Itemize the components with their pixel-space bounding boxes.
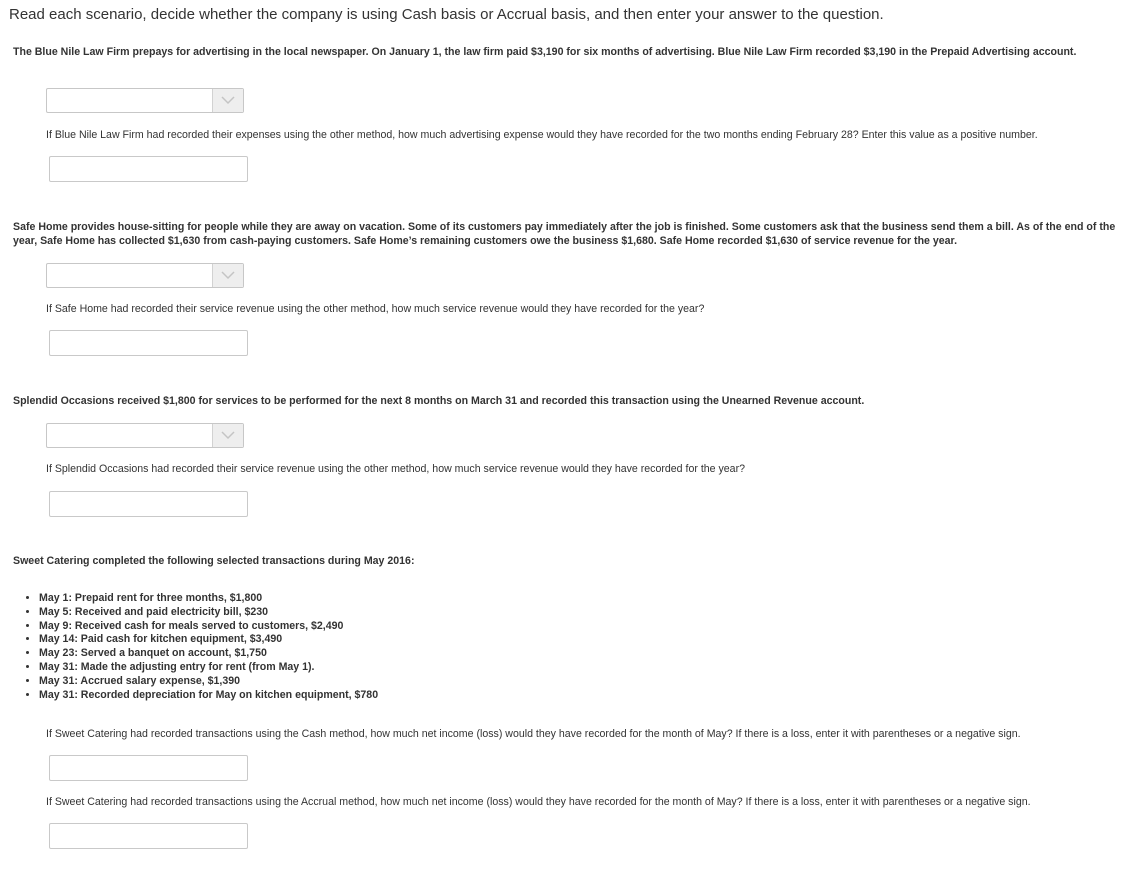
list-item: • May 5: Received and paid electricity bill, $230 [39,606,378,620]
scenario-text: The Blue Nile Law Firm prepays for advertising in the local newspaper. On January 1, the law firm paid $3,190 for six months of advertising. Blue Nile Law Firm recorded $3,190 in the Prepaid Advertising account. [13,46,1077,58]
chevron-down-icon [221,270,235,280]
transaction-list [21,592,378,702]
scenario-blue-nile [13,46,1123,60]
chevron-down-icon [221,430,235,440]
list-item: • May 31: Made the adjusting entry for rent (from May 1). [39,661,378,675]
question-cash-text: If Sweet Catering had recorded transactions using the Cash method, how much net income (loss) would they have recorded for the month of May? If there is a loss, enter it with parentheses or a negative sign. [46,728,1021,740]
scenario-text: Splendid Occasions received $1,800 for services to be performed for the next 8 months on March 31 and recorded this transaction using the Unearned Revenue account. [13,395,865,407]
scenario-safe-home [13,221,1123,248]
scenario-text: Sweet Catering completed the following selected transactions during May 2016: [13,555,415,567]
dropdown-arrow[interactable] [212,424,243,447]
list-item: • May 31: Accrued salary expense, $1,390 [39,675,378,689]
accrual-net-income-input[interactable] [49,823,248,849]
instructions: Read each scenario, decide whether the company is using Cash basis or Accrual basis, and then enter your answer to the question. [9,6,884,23]
chevron-down-icon [221,95,235,105]
basis-select[interactable] [46,423,244,448]
cash-net-income-input[interactable] [49,755,248,781]
scenario-sweet-catering [13,555,1123,569]
question-accrual-text: If Sweet Catering had recorded transactions using the Accrual method, how much net income (loss) would they have recorded for the month of May? If there is a loss, enter it with parentheses or a negative sign. [46,796,1031,808]
dropdown-arrow[interactable] [212,264,243,287]
answer-input[interactable] [49,156,248,182]
question-text: If Safe Home had recorded their service revenue using the other method, how much service revenue would they have recorded for the year? [46,303,705,315]
list-item: • May 31: Recorded depreciation for May on kitchen equipment, $780 [39,689,378,703]
dropdown-arrow[interactable] [212,89,243,112]
scenario-text: Safe Home provides house-sitting for people while they are away on vacation. Some of its customers pay immediately after the job is finished. Some customers ask that the business send them a bill. As of the end of the year, Safe Home has collected $1,630 from cash-paying customers. Safe Home’s remaining customers owe the business $1,680. Safe Home recorded $1,630 of service revenue for the year. [13,221,1116,247]
basis-select[interactable] [46,263,244,288]
list-item: • May 23: Served a banquet on account, $1,750 [39,647,378,661]
list-item: • May 1: Prepaid rent for three months, $1,800 [39,592,378,606]
question-text: If Blue Nile Law Firm had recorded their expenses using the other method, how much advertising expense would they have recorded for the two months ending February 28? Enter this value as a positive number. [46,129,1038,141]
list-item: • May 9: Received cash for meals served to customers, $2,490 [39,620,378,634]
answer-input[interactable] [49,330,248,356]
basis-select[interactable] [46,88,244,113]
scenario-splendid-occasions [13,395,1123,409]
answer-input[interactable] [49,491,248,517]
question-text: If Splendid Occasions had recorded their service revenue using the other method, how much service revenue would they have recorded for the year? [46,463,745,475]
list-item: • May 14: Paid cash for kitchen equipment, $3,490 [39,633,378,647]
